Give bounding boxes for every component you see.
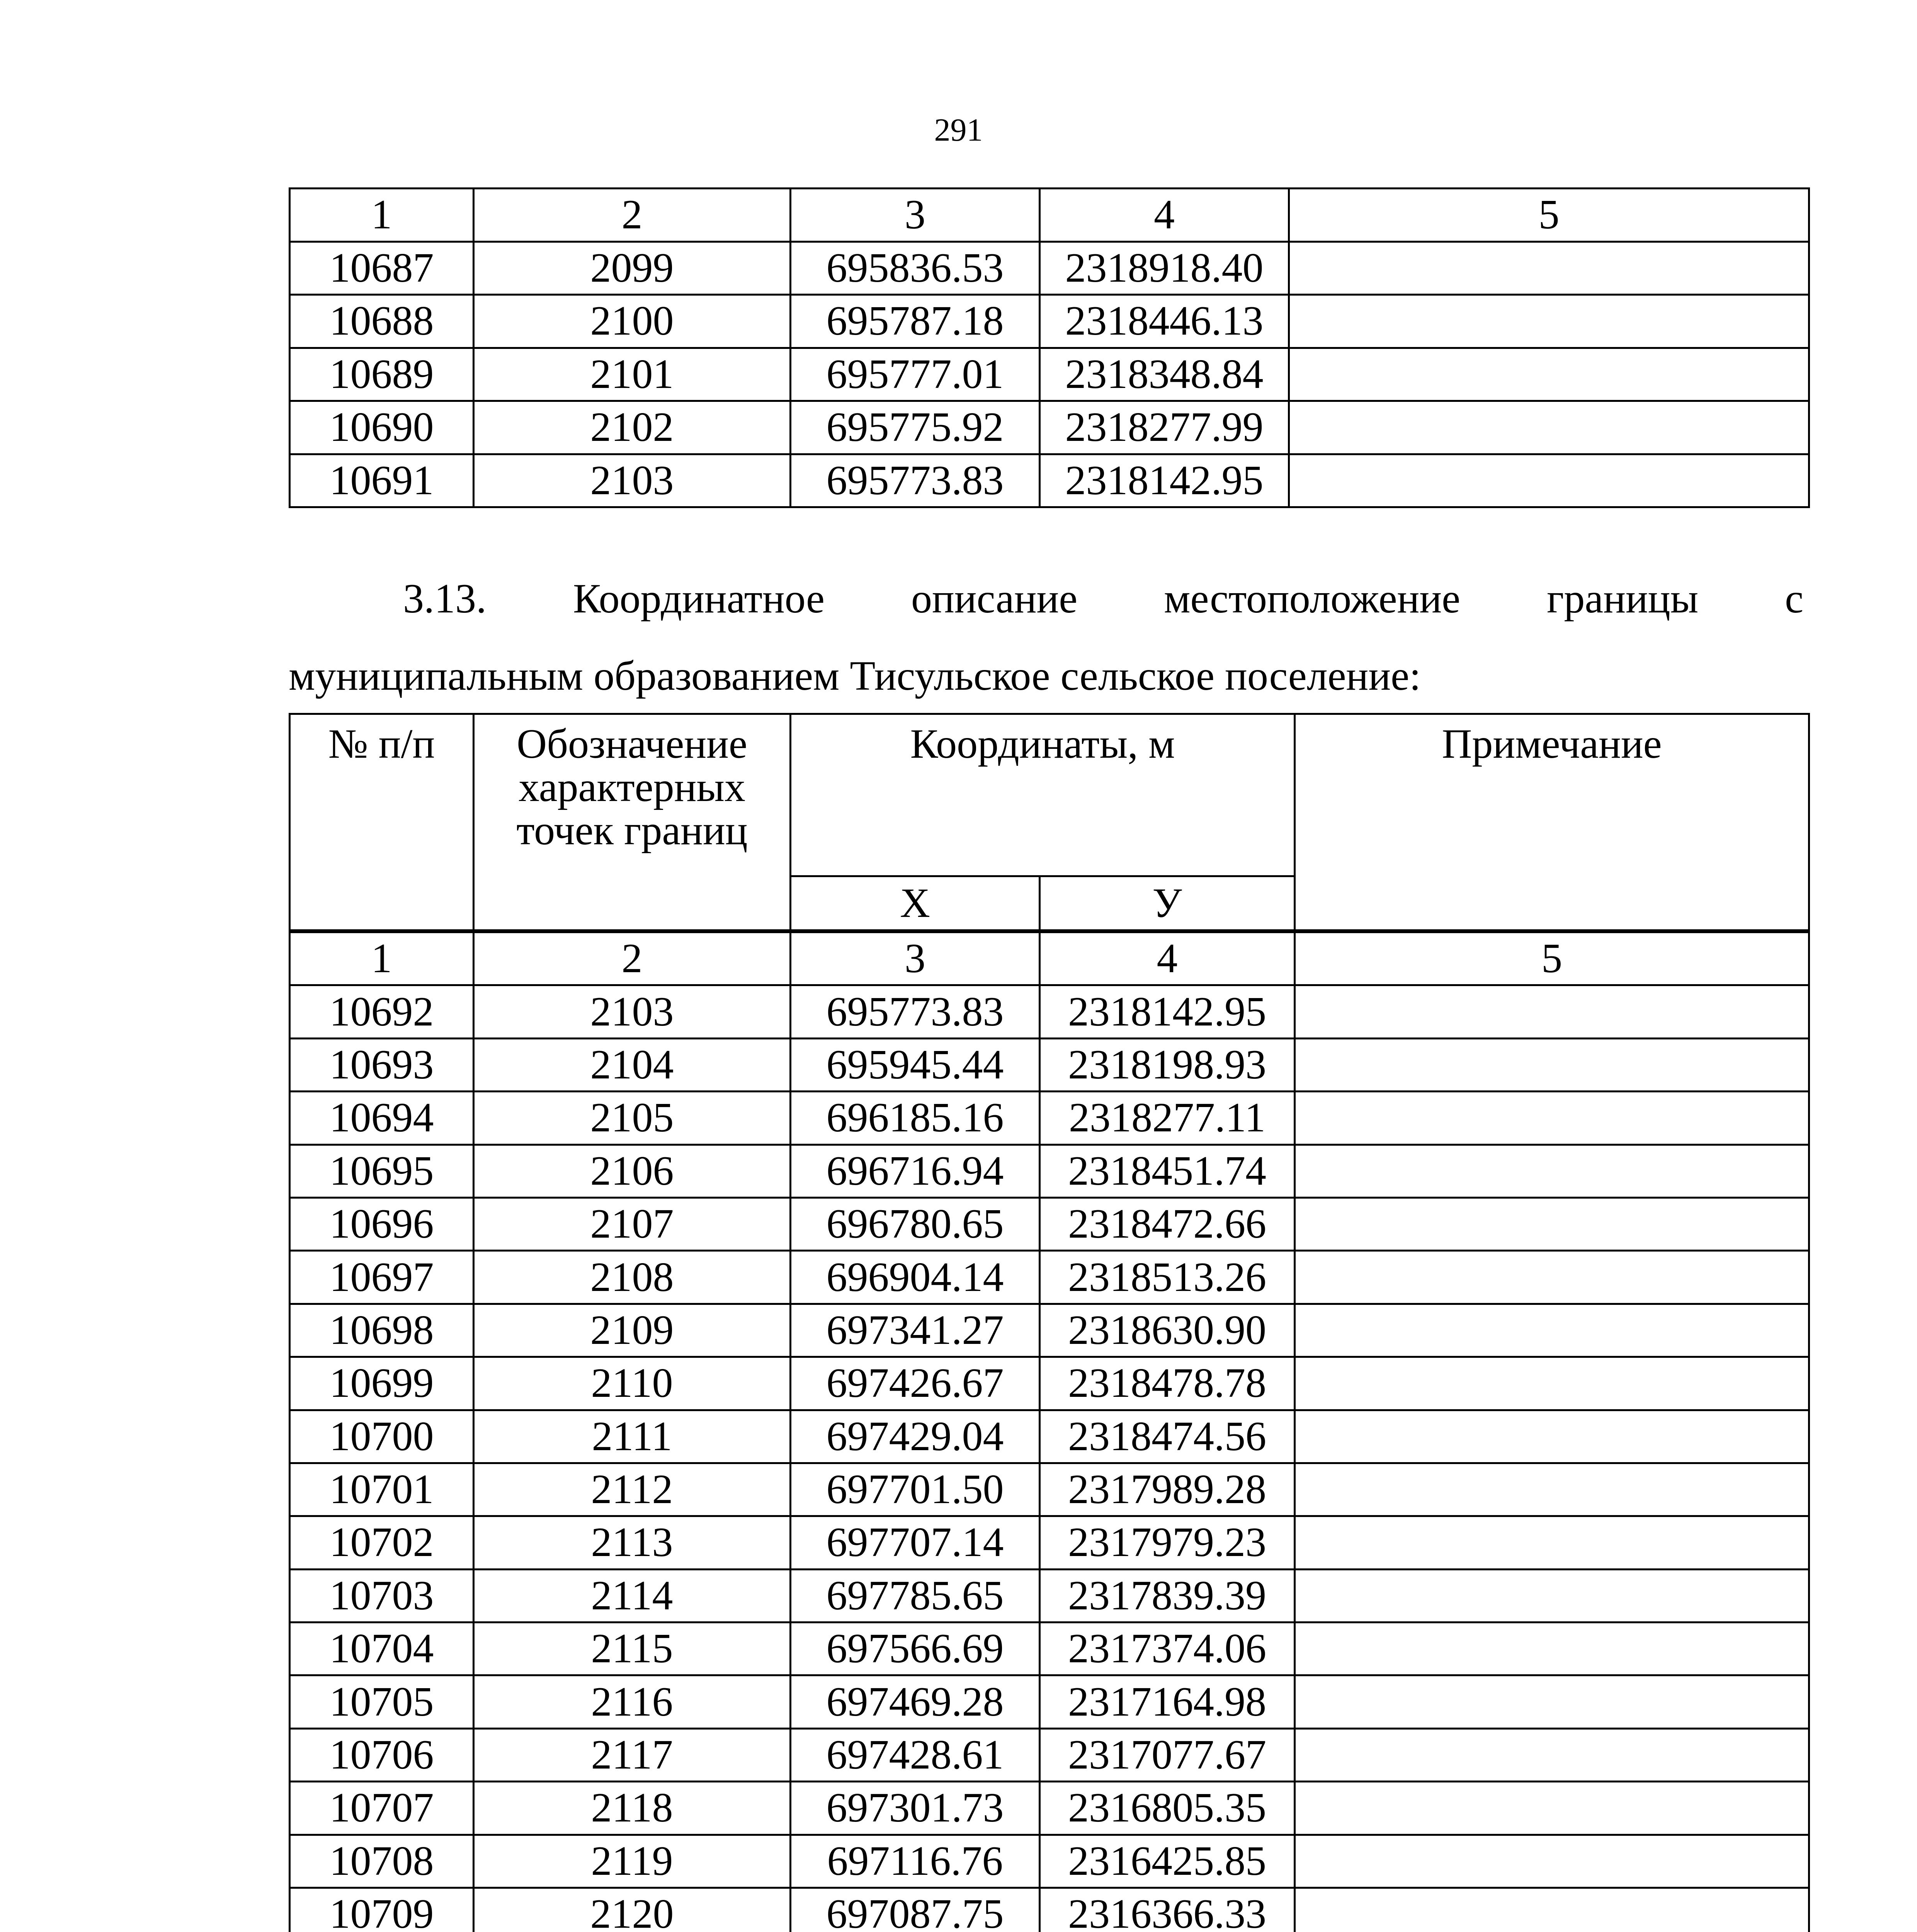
coord-y-cell: 2318277.11 <box>1040 1092 1295 1145</box>
table-row <box>290 454 1809 507</box>
note-cell <box>1295 1357 1809 1410</box>
coord-y-cell: 2316425.85 <box>1040 1835 1295 1888</box>
coord-y-cell: 2318142.95 <box>1040 985 1295 1038</box>
header-col-coordinates: Координаты, м <box>791 714 1295 876</box>
boundary-point-cell: 2114 <box>474 1569 791 1622</box>
column-number-3: 3 <box>791 932 1040 985</box>
column-number-4: 4 <box>1040 932 1295 985</box>
coord-x-cell: 695787.18 <box>791 295 1040 348</box>
table-row <box>290 1888 1809 1932</box>
boundary-point-cell: 2111 <box>474 1410 791 1463</box>
table-row <box>290 1728 1809 1781</box>
point-number-cell: 10695 <box>290 1145 474 1197</box>
table-row <box>290 1410 1809 1463</box>
coord-y-cell: 2317989.28 <box>1040 1463 1295 1516</box>
coord-x-cell: 695773.83 <box>791 985 1040 1038</box>
note-cell <box>1295 1092 1809 1145</box>
table-row <box>290 1463 1809 1516</box>
table-row <box>290 1782 1809 1835</box>
boundary-point-cell: 2116 <box>474 1675 791 1728</box>
point-number-cell: 10703 <box>290 1569 474 1622</box>
note-cell <box>1295 1463 1809 1516</box>
coord-x-cell: 695773.83 <box>791 454 1040 507</box>
note-cell <box>1295 1251 1809 1304</box>
point-number-cell: 10705 <box>290 1675 474 1728</box>
column-number-5: 5 <box>1289 189 1809 242</box>
boundary-point-cell: 2100 <box>474 295 791 348</box>
note-cell <box>1289 401 1809 454</box>
coord-x-cell: 696716.94 <box>791 1145 1040 1197</box>
boundary-point-cell: 2117 <box>474 1728 791 1781</box>
section-heading-line1: 3.13. Координатное описание местоположение границы с <box>403 576 1803 622</box>
table-row <box>290 348 1809 401</box>
note-cell <box>1295 985 1809 1038</box>
coord-x-cell: 697785.65 <box>791 1569 1040 1622</box>
point-number-cell: 10692 <box>290 985 474 1038</box>
column-number-3: 3 <box>791 189 1040 242</box>
header-col-number: № п/п <box>290 714 474 930</box>
table-row <box>290 1622 1809 1675</box>
table-row <box>290 1251 1809 1304</box>
point-number-cell: 10708 <box>290 1835 474 1888</box>
header-col-x: Х <box>791 876 1040 930</box>
coord-y-cell: 2318478.78 <box>1040 1357 1295 1410</box>
point-number-cell: 10702 <box>290 1516 474 1569</box>
note-cell <box>1289 242 1809 295</box>
coord-y-cell: 2318348.84 <box>1040 348 1289 401</box>
coord-x-cell: 695777.01 <box>791 348 1040 401</box>
column-number-5: 5 <box>1295 932 1809 985</box>
coord-y-cell: 2317077.67 <box>1040 1728 1295 1781</box>
note-cell <box>1295 1569 1809 1622</box>
column-number-2: 2 <box>474 932 791 985</box>
column-number-2: 2 <box>474 189 791 242</box>
point-number-cell: 10687 <box>290 242 474 295</box>
note-cell <box>1295 1728 1809 1781</box>
table-row <box>290 295 1809 348</box>
note-cell <box>1289 454 1809 507</box>
boundary-point-cell: 2119 <box>474 1835 791 1888</box>
boundary-point-cell: 2106 <box>474 1145 791 1197</box>
column-number-4: 4 <box>1040 189 1289 242</box>
table-row <box>290 1092 1809 1145</box>
note-cell <box>1295 1410 1809 1463</box>
coord-x-cell: 697428.61 <box>791 1728 1040 1781</box>
coordinates-table <box>289 931 1810 1932</box>
coord-y-cell: 2318472.66 <box>1040 1197 1295 1250</box>
section-heading-line2: муниципальным образованием Тисульское сельское поселение: <box>289 653 1421 699</box>
column-number-row <box>290 189 1809 242</box>
coord-y-cell: 2318630.90 <box>1040 1304 1295 1357</box>
coordinates-table-continued <box>289 187 1810 508</box>
note-cell <box>1295 1304 1809 1357</box>
coord-x-cell: 697087.75 <box>791 1888 1040 1932</box>
boundary-point-cell: 2115 <box>474 1622 791 1675</box>
point-number-cell: 10688 <box>290 295 474 348</box>
coord-x-cell: 696185.16 <box>791 1092 1040 1145</box>
coord-y-cell: 2318474.56 <box>1040 1410 1295 1463</box>
table-row <box>290 1357 1809 1410</box>
coord-y-cell: 2317839.39 <box>1040 1569 1295 1622</box>
coord-x-cell: 695945.44 <box>791 1038 1040 1091</box>
header-col-note: Примечание <box>1295 714 1809 930</box>
point-number-cell: 10693 <box>290 1038 474 1091</box>
section-heading <box>289 560 1803 715</box>
point-number-cell: 10691 <box>290 454 474 507</box>
boundary-point-cell: 2103 <box>474 985 791 1038</box>
point-number-cell: 10698 <box>290 1304 474 1357</box>
boundary-point-cell: 2113 <box>474 1516 791 1569</box>
point-number-cell: 10704 <box>290 1622 474 1675</box>
boundary-point-cell: 2108 <box>474 1251 791 1304</box>
table-row <box>290 1304 1809 1357</box>
coord-y-cell: 2317164.98 <box>1040 1675 1295 1728</box>
coord-x-cell: 696904.14 <box>791 1251 1040 1304</box>
coord-y-cell: 2318142.95 <box>1040 454 1289 507</box>
point-number-cell: 10696 <box>290 1197 474 1250</box>
coord-x-cell: 696780.65 <box>791 1197 1040 1250</box>
table-row <box>290 1197 1809 1250</box>
boundary-point-cell: 2107 <box>474 1197 791 1250</box>
coord-y-cell: 2316805.35 <box>1040 1782 1295 1835</box>
coord-x-cell: 695775.92 <box>791 401 1040 454</box>
coord-y-cell: 2318277.99 <box>1040 401 1289 454</box>
boundary-point-cell: 2118 <box>474 1782 791 1835</box>
point-number-cell: 10694 <box>290 1092 474 1145</box>
header-col-designation: Обозначение характерных точек границ <box>474 714 791 930</box>
boundary-point-cell: 2105 <box>474 1092 791 1145</box>
boundary-point-cell: 2112 <box>474 1463 791 1516</box>
point-number-cell: 10700 <box>290 1410 474 1463</box>
table-row <box>290 1835 1809 1888</box>
coordinates-table-header <box>289 713 1810 931</box>
point-number-cell: 10709 <box>290 1888 474 1932</box>
table-row <box>290 1569 1809 1622</box>
coord-y-cell: 2318451.74 <box>1040 1145 1295 1197</box>
coord-y-cell: 2317979.23 <box>1040 1516 1295 1569</box>
note-cell <box>1295 1675 1809 1728</box>
page-number: 291 <box>934 112 983 148</box>
boundary-point-cell: 2102 <box>474 401 791 454</box>
point-number-cell: 10701 <box>290 1463 474 1516</box>
coord-x-cell: 697566.69 <box>791 1622 1040 1675</box>
boundary-point-cell: 2104 <box>474 1038 791 1091</box>
boundary-point-cell: 2110 <box>474 1357 791 1410</box>
point-number-cell: 10689 <box>290 348 474 401</box>
coord-x-cell: 697469.28 <box>791 1675 1040 1728</box>
point-number-cell: 10706 <box>290 1728 474 1781</box>
column-number-1: 1 <box>290 189 474 242</box>
boundary-point-cell: 2120 <box>474 1888 791 1932</box>
boundary-point-cell: 2103 <box>474 454 791 507</box>
coord-x-cell: 695836.53 <box>791 242 1040 295</box>
coord-x-cell: 697116.76 <box>791 1835 1040 1888</box>
boundary-point-cell: 2099 <box>474 242 791 295</box>
note-cell <box>1295 1038 1809 1091</box>
note-cell <box>1295 1145 1809 1197</box>
table-row <box>290 985 1809 1038</box>
coord-x-cell: 697341.27 <box>791 1304 1040 1357</box>
point-number-cell: 10697 <box>290 1251 474 1304</box>
note-cell <box>1289 295 1809 348</box>
coord-y-cell: 2317374.06 <box>1040 1622 1295 1675</box>
column-number-1: 1 <box>290 932 474 985</box>
table-row <box>290 1516 1809 1569</box>
table-row <box>290 1145 1809 1197</box>
note-cell <box>1295 1622 1809 1675</box>
point-number-cell: 10699 <box>290 1357 474 1410</box>
note-cell <box>1295 1197 1809 1250</box>
point-number-cell: 10690 <box>290 401 474 454</box>
coord-x-cell: 697429.04 <box>791 1410 1040 1463</box>
coord-y-cell: 2318198.93 <box>1040 1038 1295 1091</box>
coord-y-cell: 2318446.13 <box>1040 295 1289 348</box>
boundary-point-cell: 2109 <box>474 1304 791 1357</box>
coord-x-cell: 697426.67 <box>791 1357 1040 1410</box>
coord-y-cell: 2318513.26 <box>1040 1251 1295 1304</box>
column-number-row <box>290 932 1809 985</box>
note-cell <box>1289 348 1809 401</box>
boundary-point-cell: 2101 <box>474 348 791 401</box>
coord-x-cell: 697707.14 <box>791 1516 1040 1569</box>
note-cell <box>1295 1835 1809 1888</box>
coord-x-cell: 697301.73 <box>791 1782 1040 1835</box>
note-cell <box>1295 1782 1809 1835</box>
note-cell <box>1295 1888 1809 1932</box>
note-cell <box>1295 1516 1809 1569</box>
coord-y-cell: 2318918.40 <box>1040 242 1289 295</box>
point-number-cell: 10707 <box>290 1782 474 1835</box>
table-row <box>290 242 1809 295</box>
header-col-y: У <box>1040 876 1295 930</box>
table-row <box>290 1038 1809 1091</box>
table-row <box>290 1675 1809 1728</box>
table-row <box>290 401 1809 454</box>
coord-x-cell: 697701.50 <box>791 1463 1040 1516</box>
coord-y-cell: 2316366.33 <box>1040 1888 1295 1932</box>
